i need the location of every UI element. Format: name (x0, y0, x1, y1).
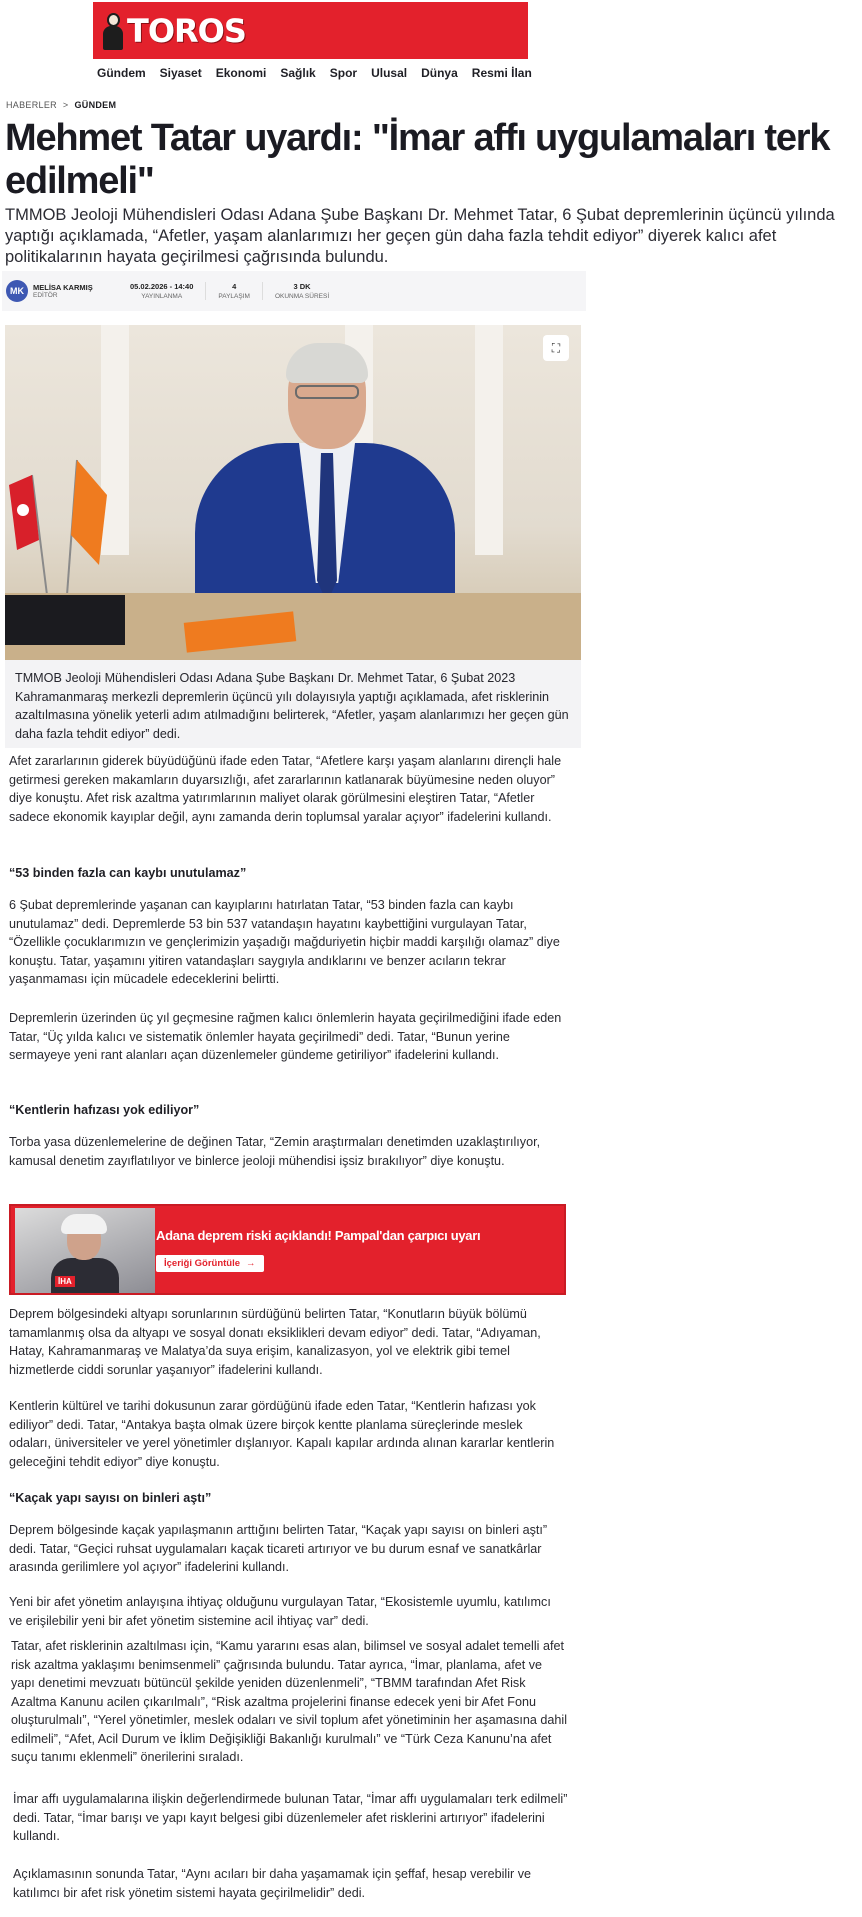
logo-text: TOROS (127, 12, 246, 50)
article-subheading: “53 binden fazla can kaybı unutulamaz” (9, 866, 247, 880)
article-title: Mehmet Tatar uyardı: "İmar affı uygulamaları terk edilmeli" (5, 117, 830, 202)
article-paragraph: Açıklamasının sonunda Tatar, “Aynı acıları bir daha yaşamamak için şeffaf, hesap verebilir ve katılımcı bir afet risk yönetim sistemi hayata geçirilmelidir” dedi. (13, 1867, 532, 1900)
breadcrumb-separator: > (62, 100, 69, 110)
thumb-badge: İHA (55, 1276, 75, 1287)
nav-item-siyaset[interactable]: Siyaset (159, 66, 202, 80)
article-paragraph: Afet zararlarının giderek büyüdüğünü ifade eden Tatar, “Afetlere karşı yaşam alanlarını dirençli hale getirmesi gereken makamların duyarsızlığı, afet zararlarının katlanarak büyümesine neden oluyor” diye konuştu. Afet risk azaltma yatırımlarının maliyet olarak görülmesini eleştiren Tatar, “Afetler sadece ekonomik kayıplar değil, aynı zamanda derin toplumsal yaralar açıyor” ifadelerini kullandı. (9, 754, 562, 824)
view-content-button[interactable] (156, 1255, 264, 1272)
glasses-icon (295, 385, 359, 399)
article-paragraph: Yeni bir afet yönetim anlayışına ihtiyaç olduğunu vurgulayan Tatar, “Ekosistemle uyumlu, katılımcı ve erişilebilir yeni bir afet yönetim sistemine acil ihtiyaç var” dedi. (9, 1595, 551, 1628)
article-paragraph: Deprem bölgesinde kaçak yapılaşmanın arttığını belirten Tatar, “Kaçak yapı sayısı on binleri aştı” dedi. Tatar, “Geçici ruhsat uygulamaları kaçak ticareti artırıyor ve bu durum esnaf ve sanatkârlar arasında gerilimlere yol açıyor” ifadelerini kullandı. (9, 1523, 548, 1574)
meta-published-label: YAYINLANMA (141, 293, 183, 300)
meta-read-time (262, 282, 341, 300)
view-content-label: İçeriği Görüntüle (164, 1258, 241, 1269)
author-info[interactable] (33, 283, 118, 299)
meta-shares-value: 4 (232, 282, 237, 291)
expand-button[interactable] (543, 335, 569, 361)
breadcrumb-current[interactable]: GÜNDEM (74, 100, 117, 110)
keyboard-icon (5, 595, 125, 645)
article-paragraph: 6 Şubat depremlerinde yaşanan can kayıplarını hatırlatan Tatar, “53 binden fazla can kaybı unutulamaz” dedi. Depremlerde 53 bin 537 vatandaşın hayatını kaybettiğini vurgulayan Tatar, “Özellikle çocuklarımızın ve gençlerimizin yaşadığı mağduriyetin hiçbir maddi karşılığı olamaz” diye konuştu. Tatar, yaşamını yitiren vatandaşları saygıyla andıklarını ve benzer acıların tekrar yaşanmaması için mücadele edeceklerini belirtti. (9, 898, 560, 986)
nav-item-saglik[interactable]: Sağlık (280, 66, 316, 80)
nav-item-ulusal[interactable]: Ulusal (371, 66, 408, 80)
article-paragraph: Torba yasa düzenlemelerine de değinen Tatar, “Zemin araştırmaları denetimden uzaklaştırılıyor, kamusal denetim zayıflatılıyor ve binlerce jeoloji mühendisi işsiz bırakılıyor” diye konuştu. (9, 1135, 541, 1168)
article-subheading: “Kentlerin hafızası yok ediliyor” (9, 1103, 200, 1117)
site-logo[interactable] (101, 10, 246, 52)
article-paragraph: Depremlerin üzerinden üç yıl geçmesine rağmen kalıcı önlemlerin hayata geçirilmediğini ifade eden Tatar, “Üç yılda kalıcı ve sistematik önlemler hayata geçirilmedi” dedi. Tatar, “Bunun yerine sermayeye yeni rant alanları açan düzenlemeler gündeme getiriliyor” ifadelerini kullandı. (9, 1011, 562, 1062)
article-paragraph: Tatar, afet risklerinin azaltılması için, “Kamu yararını esas alan, bilimsel ve sosyal adalet temelli afet risk azaltma yaklaşımı benimsenmeli” çağrısında bulundu. Tatar ayrıca, “İmar, planlama, afet ve yapı denetimi mevzuatı bütüncül şekilde yeniden düzenlenmeli”, “TBMM tarafından Afet Risk Azaltma Kanunu acilen çıkarılmalı”, “Risk azaltma projelerini finanse edecek yeni bir Afet Fonu oluşturulmalı”, “Yerel yönetimler, meslek odaları ve sivil toplum afet yönetiminin her aşamasına dahil edilmeli”, “Afet, Acil Durum ve İklim Değişikliği Bakanlığı kurulmalı” ve “Türk Ceza Kanunu’na afet suçu tanımı eklenmeli” önerilerini sıraladı. (11, 1639, 568, 1764)
author-role: EDİTÖR (33, 292, 58, 299)
article-hero-image (5, 325, 581, 660)
related-news-title[interactable]: Adana deprem riski açıklandı! Pampal'dan çarpıcı uyarı (156, 1228, 481, 1243)
nav-item-resmi-ilan[interactable]: Resmi İlan (471, 66, 532, 80)
meta-shares (205, 282, 262, 300)
expand-icon: ⛶ (551, 340, 561, 355)
person-hair (286, 343, 368, 383)
site-header (93, 2, 528, 59)
article-meta-bar (2, 271, 586, 311)
article-summary: TMMOB Jeoloji Mühendisleri Odası Adana Şube Başkanı Dr. Mehmet Tatar, 6 Şubat depremlerinin üçüncü yılında yaptığı açıklamada, “Afetler, yaşam alanlarımızı her geçen gün daha fazla tehdit ediyor” diyerek kalıcı afet politikalarının hayata geçirilmesi çağrısında bulundu. (5, 206, 835, 266)
wall-panel (475, 325, 503, 555)
logo-figure-icon (101, 11, 125, 51)
meta-shares-label: PAYLAŞIM (218, 293, 250, 300)
breadcrumb (6, 100, 116, 110)
author-name: MELİSA KARMIŞ (33, 283, 93, 292)
image-caption: TMMOB Jeoloji Mühendisleri Odası Adana Şube Başkanı Dr. Mehmet Tatar, 6 Şubat 2023 Kahramanmaraş merkezli depremlerin üçüncü yılı dolayısıyla yaptığı açıklamada, afet risklerinin azaltılmasına yönelik yeterli adım atılmadığını belirterek, “Afetler, yaşam alanlarımızı her geçen gün daha fazla tehdit ediyor” dedi. (5, 660, 581, 748)
related-news-thumbnail (15, 1208, 155, 1293)
article-paragraph: Kentlerin kültürel ve tarihi dokusunun zarar gördüğünü ifade eden Tatar, “Kentlerin hafızası yok ediliyor” dedi. Tatar, “Antakya başta olmak üzere birçok kentte planlama süreçlerinde meslek odaları, üniversiteler ve yerel yönetimler dışlanıyor. Kapalı kapılar ardında alınan kararlar kentlerin geleceğini tehdit ediyor” diye konuştu. (9, 1399, 555, 1469)
flags-icon (7, 455, 117, 595)
article-subheading: “Kaçak yapı sayısı on binleri aştı” (9, 1491, 212, 1505)
nav-item-spor[interactable]: Spor (329, 66, 358, 80)
meta-published (118, 282, 205, 300)
article-paragraph: İmar affı uygulamalarına ilişkin değerlendirmede bulunan Tatar, “İmar affı uygulamaları terk edilmeli” dedi. Tatar, “İmar barışı ve yapı kayıt belgesi gibi düzenlemeler afet risklerini artırıyor” ifadelerini kullandı. (13, 1792, 568, 1843)
nav-item-gundem[interactable]: Gündem (97, 66, 146, 80)
meta-published-value: 05.02.2026 - 14:40 (130, 282, 194, 291)
nav-item-ekonomi[interactable]: Ekonomi (215, 66, 267, 80)
meta-read-time-value: 3 DK (293, 282, 311, 291)
related-news-card[interactable] (9, 1204, 566, 1295)
arrow-right-icon: → (246, 1258, 256, 1269)
meta-read-time-label: OKUNMA SÜRESİ (274, 293, 330, 300)
main-nav (97, 66, 532, 80)
article-paragraph: Deprem bölgesindeki altyapı sorunlarının sürdüğünü belirten Tatar, “Konutların büyük bölümü tamamlanmış olsa da altyapı ve sosyal donatı eksiklikleri devam ediyor” dedi. Tatar, “Adıyaman, Hatay, Kahramanmaraş ve Malatya’da suya erişim, kanalizasyon, yol ve elektrik gibi temel hizmetlerde ciddi sorunlar yaşanıyor” ifadelerini kullandı. (9, 1307, 541, 1377)
nav-item-dunya[interactable]: Dünya (421, 66, 458, 80)
breadcrumb-home[interactable]: HABERLER (6, 100, 57, 110)
author-avatar[interactable]: MK (6, 280, 28, 302)
